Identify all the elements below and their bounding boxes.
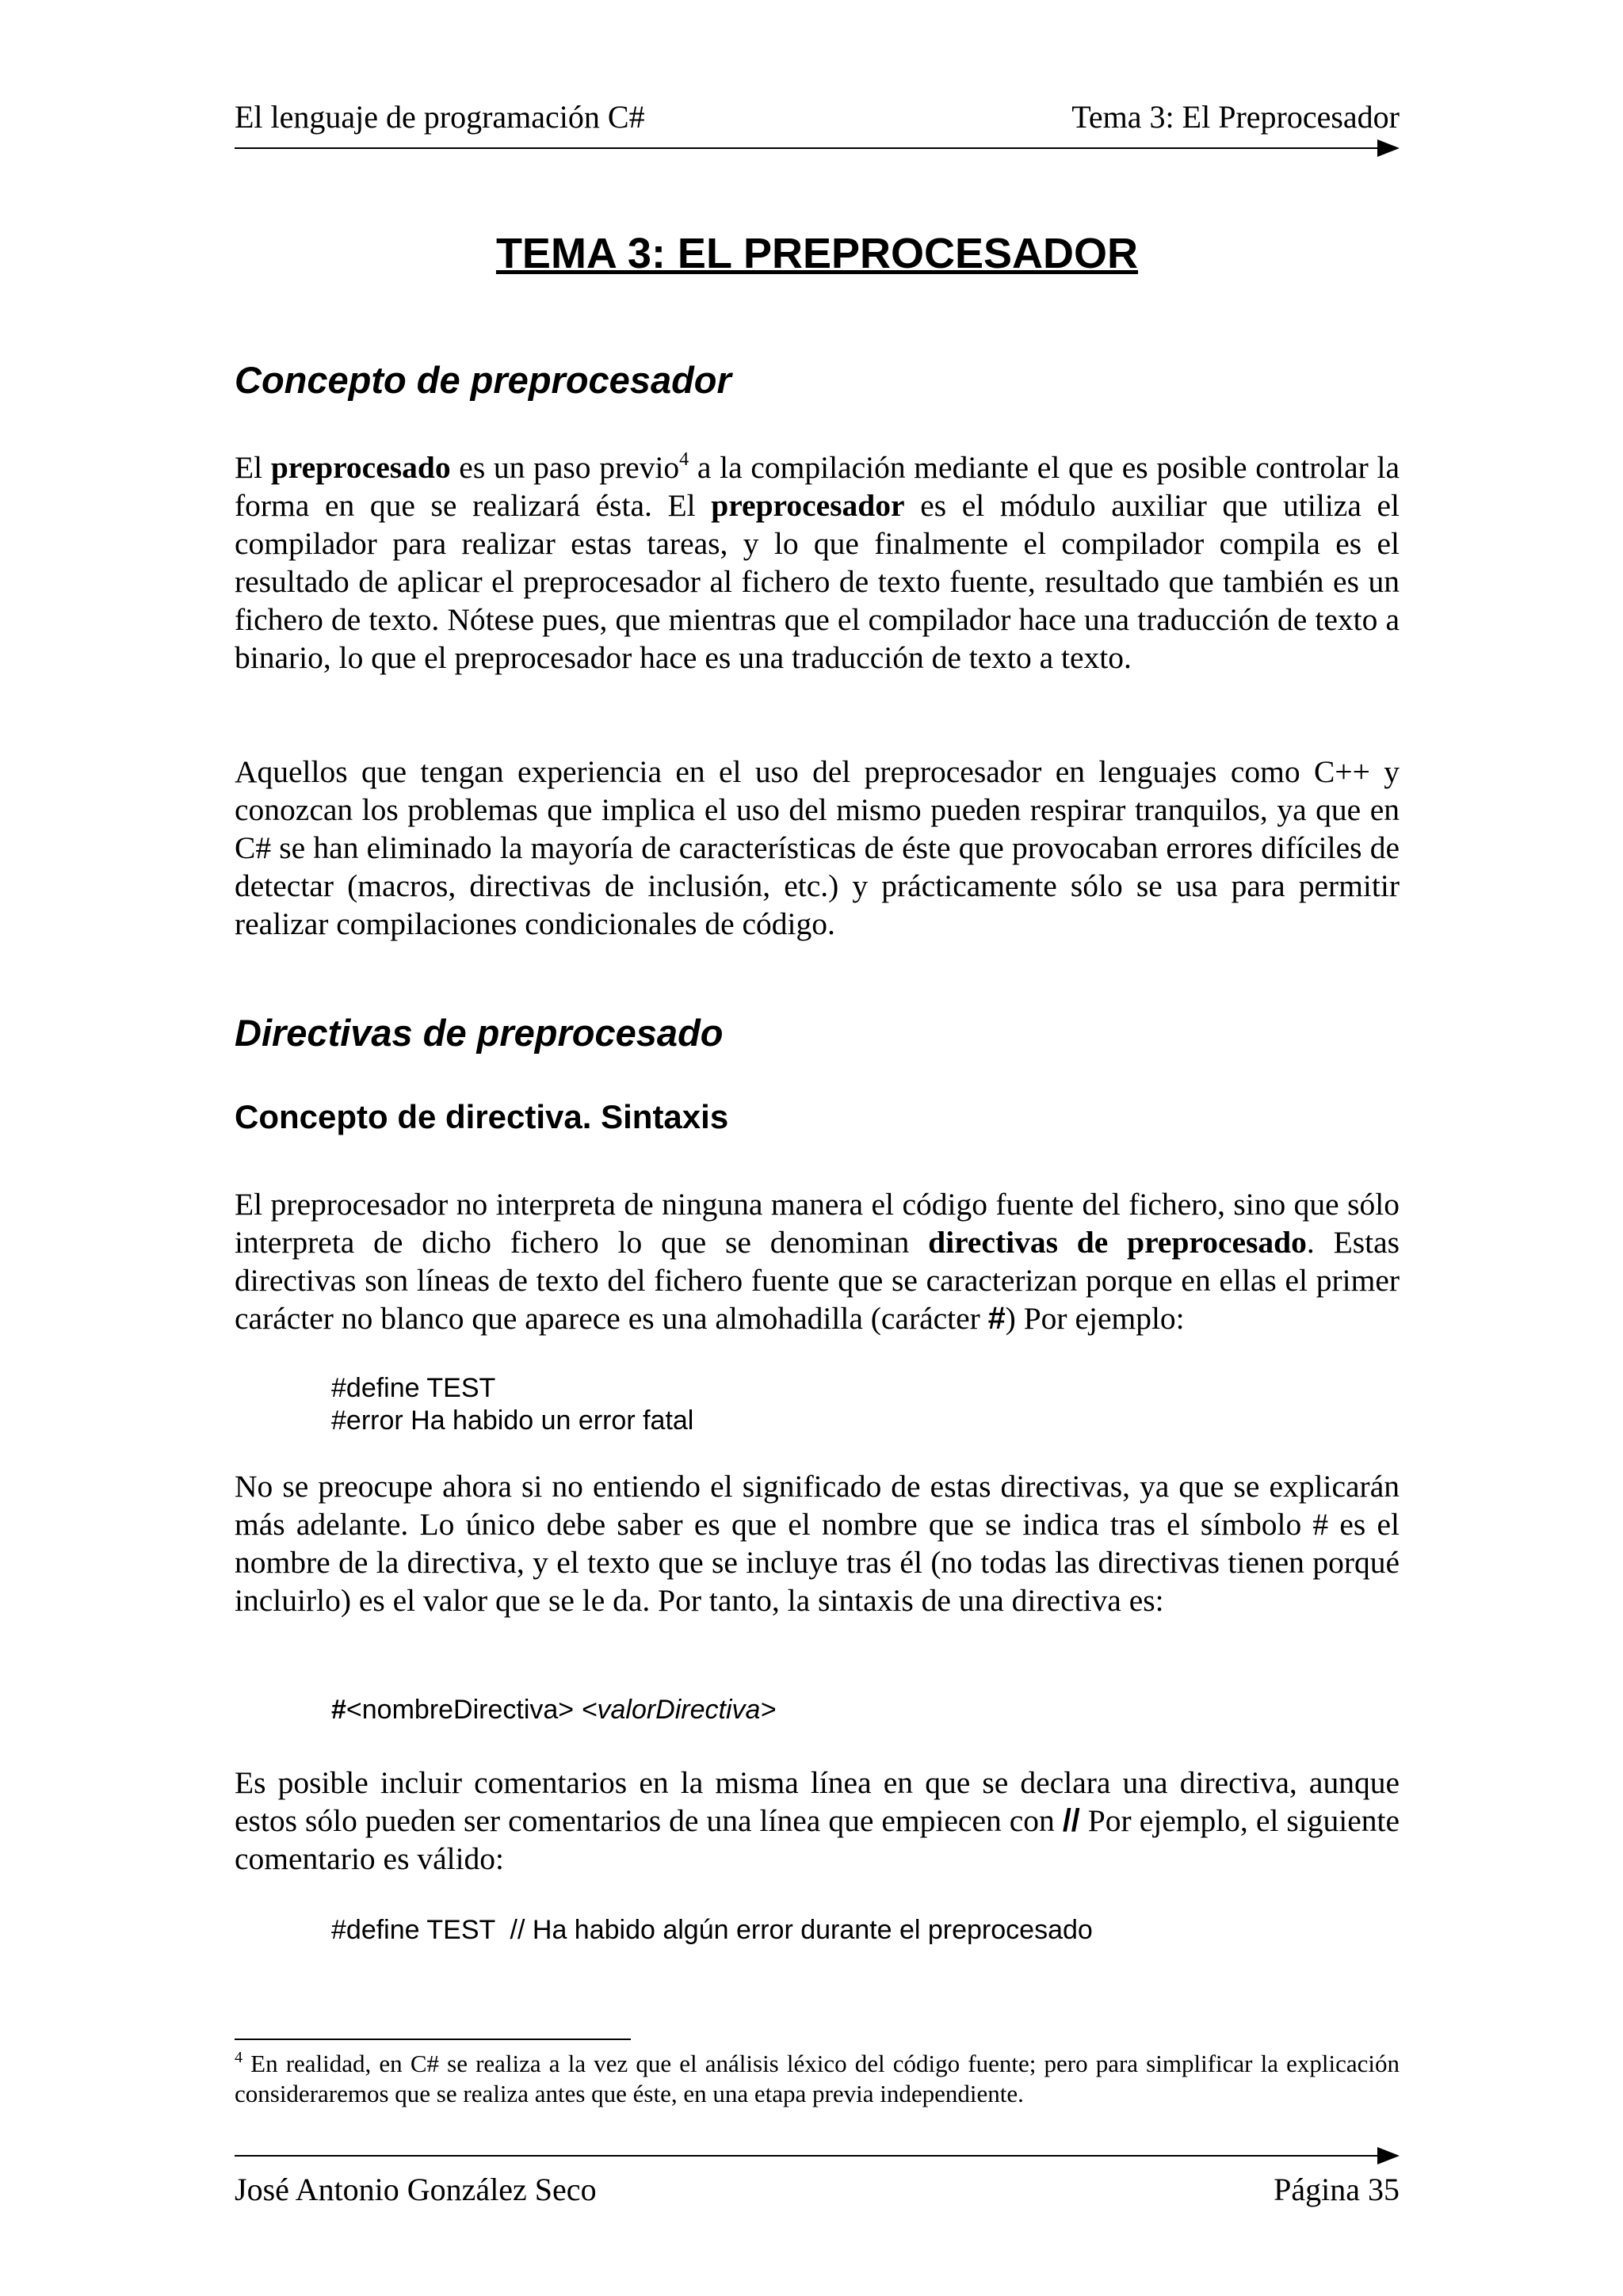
header-chapter-title: Tema 3: El Preprocesador (1071, 99, 1400, 135)
footnote-reference: 4 (679, 449, 689, 470)
section-heading-concepto: Concepto de preprocesador (235, 359, 731, 401)
running-footer (235, 2171, 1400, 2209)
code-example-2: #define TEST // Ha habido algún error durante el preprocesado (331, 1915, 1093, 1945)
header-rule (235, 147, 1380, 149)
syntax-directive-value: <valorDirectiva> (581, 1695, 777, 1725)
code-example-1-line-1: #define TEST (331, 1373, 496, 1403)
header-rule-arrow-icon (1377, 139, 1400, 157)
footer-author: José Antonio González Seco (235, 2172, 597, 2207)
paragraph-concepto-2: Aquellos que tengan experiencia en el uso del preprocesador en lenguajes como C++ y conozcan los problemas que implica el uso del mismo pueden respirar tranquilos, ya que en C# se han eliminado la mayoría de características de éste que provocaban errores difíciles de detectar (macros, directivas de inclusión, etc.) y prácticamente sólo se usa para permitir realizar compilaciones condicionales de código. (235, 754, 1400, 941)
paragraph-directivas-2: No se preocupe ahora si no entiendo el significado de estas directivas, ya que se explicarán más adelante. Lo único debe saber es que el nombre que se indica tras el símbolo # es el nombre de la directiva, y el texto que se incluye tras él (no todas las directivas tienen porqué incluirlo) es el valor que se le da. Por tanto, la sintaxis de una directiva es: (235, 1469, 1400, 1618)
footnote-separator (235, 2039, 631, 2040)
page-number: Página 35 (1274, 2172, 1400, 2207)
term-directivas-de-preprocesado: directivas de preprocesado (928, 1225, 1307, 1260)
header-book-title: El lenguaje de programación C# (235, 99, 645, 135)
term-preprocesado: preprocesado (270, 450, 451, 485)
hash-character: # (987, 1301, 1006, 1336)
comment-marker: // (1062, 1803, 1080, 1838)
footer-rule (235, 2155, 1380, 2157)
syntax-example (331, 1694, 776, 1726)
footnote-marker: 4 (235, 2049, 242, 2066)
running-header (235, 98, 1400, 136)
syntax-directive-name: <nombreDirectiva> (346, 1695, 575, 1725)
syntax-hash: # (331, 1695, 346, 1725)
section-heading-directivas: Directivas de preprocesado (235, 1012, 724, 1054)
footnote (235, 2049, 1400, 2109)
page-title: TEMA 3: EL PREPROCESADOR (495, 230, 1139, 277)
paragraph-directivas-1: El preprocesador no interpreta de ninguna manera el código fuente del fichero, sino que sólo interpreta de dicho fichero lo que se denominan directivas de preprocesado. Estas directivas son líneas de texto del fichero fuente que se caracterizan porque en ellas el primer carácter no blanco que aparece es una almohadilla (carácter #) Por ejemplo: (235, 1187, 1400, 1336)
footer-rule-arrow-icon (1377, 2147, 1400, 2164)
paragraph-directivas-3: Es posible incluir comentarios en la misma línea en que se declara una directiva, aunque estos sólo pueden ser comentarios de una línea que empiecen con // Por ejemplo, el siguiente comentario es válido: (235, 1765, 1400, 1876)
paragraph-concepto-1: El preprocesado es un paso previo$^4$ a la compilación mediante el que es posible controlar la forma en que se realizará ésta. El preprocesador es el módulo auxiliar que utiliza el compilador para realizar estas tareas, y lo que finalmente el compilador compila es el resultado de aplicar el preprocesador al fichero de texto fuente, resultado que también es un fichero de texto. Nótese pues, que mientras que el compilador hace una traducción de texto a binario, lo que el preprocesador hace es una traducción de texto a texto. (235, 449, 1400, 675)
code-example-1-line-2: #error Ha habido un error fatal (331, 1405, 694, 1436)
subsection-heading-sintaxis: Concepto de directiva. Sintaxis (235, 1098, 729, 1135)
term-preprocesador: preprocesador (711, 488, 905, 523)
footnote-text: En realidad, en C# se realiza a la vez que el análisis léxico del código fuente; pero para simplificar la explicación consideraremos que se realiza antes que éste, en una etapa previa independiente. (235, 2050, 1400, 2107)
